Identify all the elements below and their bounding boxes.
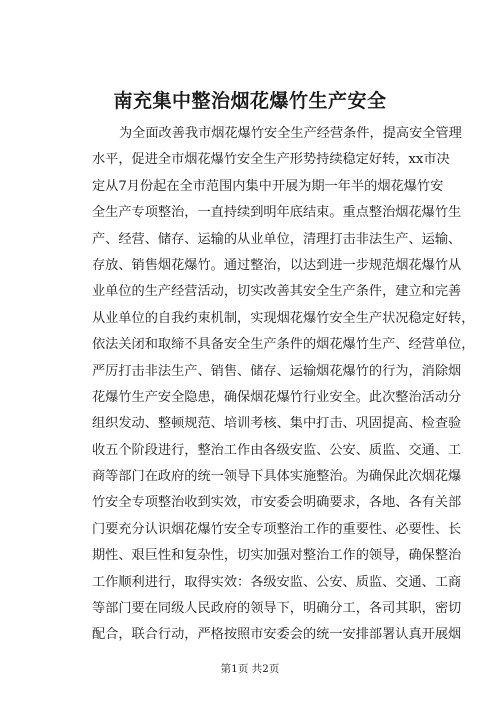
document-body [92, 121, 475, 649]
body-line: 期性、艰巨性和复杂性，切实加强对整治工作的领导，确保整治 [92, 548, 462, 564]
body-line: 等部门要在同级人民政府的领导下，明确分工，各司其职，密切 [92, 601, 462, 617]
body-line: 依法关闭和取缔不具备安全生产条件的烟花爆竹生产、经营单位， [92, 337, 475, 353]
page-number-footer: 第1页 共2页 [220, 663, 280, 675]
body-line: 全生产专项整治，一直持续到明年底结束。重点整治烟花爆竹生 [92, 205, 462, 221]
body-line: 从业单位的自我约束机制，实现烟花爆竹安全生产状况稳定好转， [92, 310, 475, 326]
document-title: 南充集中整治烟花爆竹生产安全 [113, 90, 387, 112]
body-line: 花爆竹生产安全隐患，确保烟花爆竹行业安全。此次整治活动分 [92, 389, 462, 405]
body-line: 水平，促进全市烟花爆竹安全生产形势持续稳定好转，xx市决 [92, 152, 450, 168]
body-line: 业单位的生产经营活动，切实改善其安全生产条件，建立和完善 [92, 284, 462, 300]
body-line: 产、经营、储存、运输的从业单位，清理打击非法生产、运输、 [92, 231, 462, 247]
body-line: 门要充分认识烟花爆竹安全专项整治工作的重要性、必要性、长 [92, 521, 462, 537]
body-line: 组织发动、整顿规范、培训考核、集中打击、巩固提高、检查验 [92, 416, 462, 432]
body-line: 严厉打击非法生产、销售、储存、运输烟花爆竹的行为，消除烟 [92, 363, 462, 379]
body-line: 定从7月份起在全市范围内集中开展为期一年半的烟花爆竹安 [92, 178, 444, 194]
body-line: 配合，联合行动，严格按照市安委会的统一安排部署认真开展烟 [92, 627, 462, 643]
body-line: 收五个阶段进行，整治工作由各级安监、公安、质监、交通、工 [92, 442, 462, 458]
body-line: 商等部门在政府的统一领导下具体实施整治。为确保此次烟花爆 [92, 469, 462, 485]
body-line: 竹安全专项整治收到实效，市安委会明确要求，各地、各有关部 [92, 495, 462, 511]
body-line: 存放、销售烟花爆竹。通过整治，以达到进一步规范烟花爆竹从 [92, 257, 462, 273]
body-line: 为全面改善我市烟花爆竹安全生产经营条件，提高安全管理 [119, 126, 462, 141]
body-line: 工作顺利进行，取得实效：各级安监、公安、质监、交通、工商 [92, 574, 462, 590]
